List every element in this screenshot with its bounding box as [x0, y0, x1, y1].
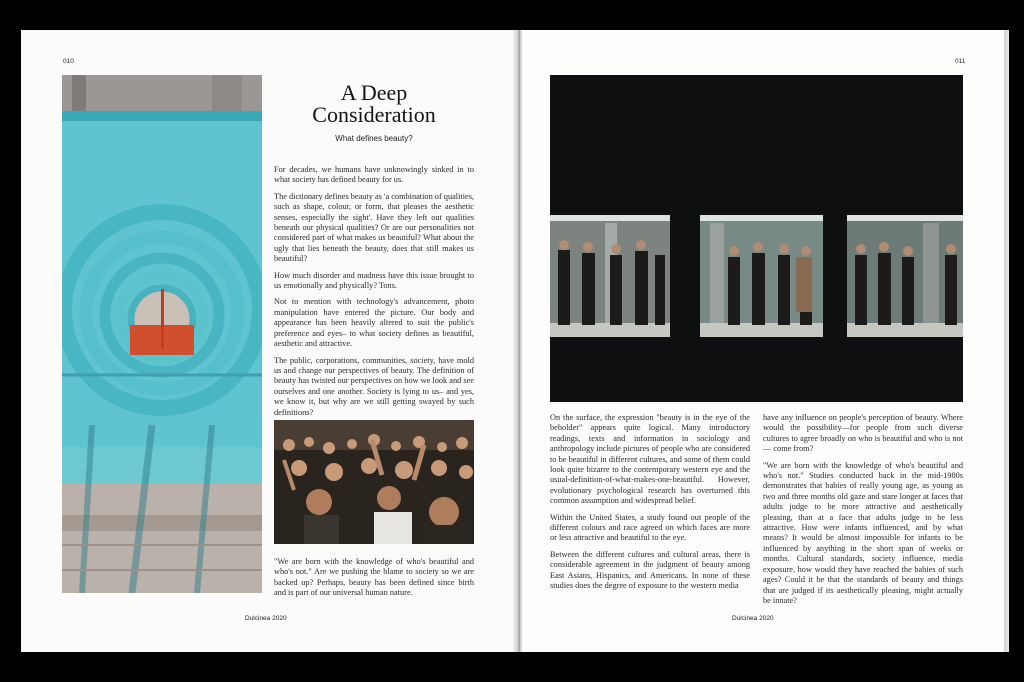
- page-number: 010: [63, 58, 74, 65]
- closing-text: [274, 557, 474, 605]
- subway-photo: [550, 75, 963, 402]
- page-number: 011: [955, 58, 966, 65]
- paragraph: "We are born with the knowledge of who's beautiful and who's not." Studies conducted back in the mid-1980s demonstrates that babies of really young age, as young as two and three months old gaze and stare longer at faces that adults judge to be more attractive and aesthetically pleasing, than at a face that adults judge to be less attractive. How were infants influenced, and by what means? It would be almost impossible for infants to be influenced by anything in the short span of weeks or months. Cultural standards, society influence, media exposure, how would they have reached the babies of such ages? Could it be that the standards of beauty and things that are judged if its aesthetically pleasing, might actually be innate?: [763, 460, 963, 605]
- right-page: [522, 30, 1007, 652]
- paragraph: The dictionary defines beauty as 'a combination of qualities, such as shape, colour, or form, that pleases the aesthetic senses, especially the sight'. Have they left out qualities beneath our physical qualities? Or are our personalities not considered part of what makes us beautiful? What about the ugly that lies beneath the beauty, does that still makes us beautiful?: [274, 191, 474, 264]
- paragraph: Not to mention with technology's advancement, photo manipulation have entered the picture. Our body and appearance has been heavily altered to suit the public's preference and eyes– to what society defines as beautiful, aesthetic and attractive.: [274, 297, 474, 349]
- arch-photo: [62, 75, 262, 593]
- page-edge: [1004, 30, 1009, 652]
- paragraph: For decades, we humans have unknowingly sinked in to what society has defined beauty for us.: [274, 165, 474, 185]
- title-line-2: Consideration: [312, 102, 436, 127]
- article-title: [289, 82, 459, 126]
- paragraph: The public, corporations, communities, society, have mold us and change our perspectives of beauty. The definition of beauty has twisted our perspectives on how we look and see ourselves and one another. Society is lying to us– and yes, we know it, but why are we still getting swayed by such definitions?: [274, 355, 474, 417]
- paragraph: Between the different cultures and cultural areas, there is considerable agreement in the judgment of beauty among East Asians, Hispanics, and Americans. In none of these studies does the degree of exposure to the western media: [550, 549, 750, 591]
- right-column-2: [763, 413, 963, 612]
- page-footer: Dulcinea 2020: [245, 615, 287, 622]
- paragraph: How much disorder and madness have this issue brought to us emotionally and physically? Tons.: [274, 270, 474, 291]
- title-line-1: A Deep: [340, 80, 408, 105]
- paragraph: Within the United States, a study found out people of the different colours and race agreed on which faces are more or less attractive and beautiful to the eye.: [550, 512, 750, 543]
- page-footer: Dulcinea 2020: [732, 615, 774, 622]
- paragraph: have any influence on people's perception of beauty. Where would the possibility—for people from such diverse cultures to agree broadly on who is beautiful and who is not— come from?: [763, 413, 963, 454]
- article-subtitle: What defines beauty?: [335, 134, 413, 143]
- paragraph: On the surface, the expression "beauty is in the eye of the beholder" appears quite logical. Many introductory readings, texts and information in sociology and anthropology include pictures of people who are considered to be beautiful in different cultures, and some of them could look quite bizarre to the contemporary western eye and the usual-definition-of-what-makes-one-beautiful. However, evolutionary psychological research has overturned this common assumption and widespread belief.: [550, 413, 750, 506]
- left-page: [21, 30, 518, 652]
- left-body-text: [274, 165, 474, 424]
- closing-paragraph: "We are born with the knowledge of who's beautiful and who's not." Are we pushing the blame to society so we are backed up? Perhaps, beauty has been defined since birth and is part of our universal human nature.: [274, 557, 474, 598]
- right-column-1: [550, 413, 750, 598]
- crowd-photo: [274, 420, 474, 544]
